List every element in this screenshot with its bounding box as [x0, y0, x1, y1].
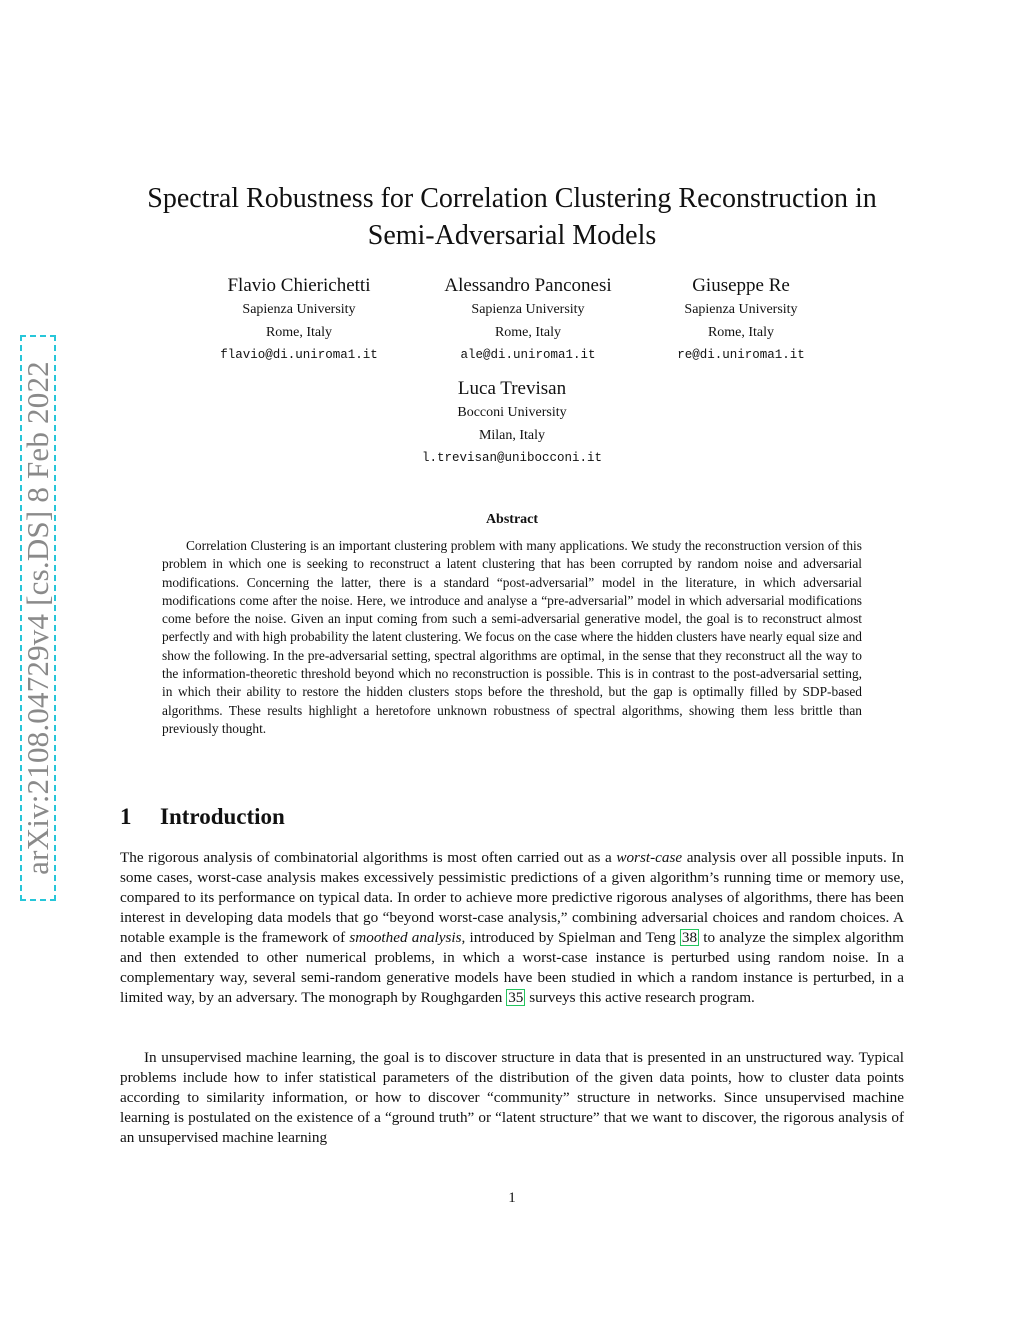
text-run: to analyze the simplex algorithm and then extended to other numerical problems, in which a worst-case instance is perturbed using random noise. In a complementary way, several semi-random generative models have been studied in which a random instance is perturbed, in a limited way, by an adversary. The monograph by Roughgarden [120, 929, 904, 1006]
abstract-text: Correlation Clustering is an important clustering problem with many applications. We study the reconstruction version of this problem in which one is seeking to reconstruct a latent clustering that has been corrupted by random noise and adversarial modifications. Concerning the latter, there is a standard “post-adversarial” model in the literature, in which adversarial modifications come after the noise. Here, we introduce and analyse a “pre-adversarial” model in which adversarial modifications come before the noise. Given an input coming from such a semi-adversarial generative model, the goal is to reconstruct almost perfectly and with high probability the latent clustering. We focus on the case where the hidden clusters have nearly equal size and show the following. In the pre-adversarial setting, spectral algorithms are optimal, in the sense that they reconstruct all the way to the information-theoretic threshold beyond which no reconstruction is possible. This is in contrast to the post-adversarial setting, in which their ability to restore the hidden clusters stops before the threshold, but the gap is optimally filled by SDP-based algorithms. These results highlight a heretofore unknown robustness of spectral algorithms, showing them less brittle than previously thought. [162, 538, 862, 736]
emphasis: worst-case [616, 849, 683, 866]
arxiv-identifier: arXiv:2108.04729v4 [cs.DS] 8 Feb 2022 [20, 361, 55, 875]
author-email: flavio@di.uniroma1.it [220, 348, 378, 362]
text-run: , introduced by Spielman and Teng [461, 929, 680, 946]
text-run: surveys this active research program. [525, 989, 755, 1006]
author-location: Rome, Italy [707, 325, 775, 340]
author-name: Giuseppe Re [692, 275, 790, 296]
citation-link[interactable] [506, 989, 525, 1006]
author-location: Rome, Italy [494, 325, 562, 340]
intro-paragraph-1 [120, 848, 904, 1008]
section-heading [120, 804, 285, 830]
author-email: l.trevisan@unibocconi.it [421, 451, 603, 465]
author-affiliation: Bocconi University [457, 405, 567, 420]
author-name: Luca Trevisan [457, 378, 567, 399]
citation-number: 35 [508, 989, 524, 1006]
author-block [402, 377, 622, 470]
author-block [631, 274, 851, 367]
author-location: Rome, Italy [265, 325, 333, 340]
arxiv-stamp [20, 335, 56, 901]
author-block [418, 274, 638, 367]
abstract-heading: Abstract [485, 512, 539, 527]
section-title: Introduction [160, 804, 285, 829]
title-line-2: Semi-Adversarial Models [367, 220, 657, 251]
emphasis: smoothed analysis [349, 929, 462, 946]
author-location: Milan, Italy [478, 428, 546, 443]
paper-title [100, 180, 924, 254]
text-run: The rigorous analysis of combinatorial algorithms is most often carried out as a [120, 849, 617, 866]
citation-link[interactable] [680, 929, 699, 946]
section-number: 1 [120, 804, 132, 829]
author-affiliation: Sapienza University [471, 302, 585, 317]
citation-number: 38 [681, 929, 698, 946]
text-run: analysis over all possible inputs. In some cases, worst-case analysis makes excessively pessimistic predictions of a given algorithm’s running time or memory use, compared to its performance on typical data. In order to achieve more predictive rigorous analyses of algorithms, there has been interest in developing data models that go “beyond worst-case analysis,” combining adversarial choices and random choices. A notable example is the framework of [120, 849, 904, 946]
author-affiliation: Sapienza University [684, 302, 798, 317]
author-name: Alessandro Panconesi [444, 275, 612, 296]
author-affiliation: Sapienza University [242, 302, 356, 317]
author-email: ale@di.uniroma1.it [460, 348, 596, 362]
title-line-1: Spectral Robustness for Correlation Clustering Reconstruction in [147, 183, 877, 214]
author-name: Flavio Chierichetti [227, 275, 371, 296]
author-email: re@di.uniroma1.it [677, 348, 805, 362]
intro-paragraph-2: In unsupervised machine learning, the goal is to discover structure in data that is presented in an unstructured way. Typical problems include how to infer statistical parameters of the distribution of the given data points, how to cluster data points according to similarity information, or how to discover “community” structure in networks. Since unsupervised machine learning is postulated on the existence of a “ground truth” or “latent structure” that we want to discover, the rigorous analysis of an unsupervised machine learning [120, 1049, 904, 1146]
page-number: 1 [508, 1190, 516, 1206]
author-block [189, 274, 409, 367]
